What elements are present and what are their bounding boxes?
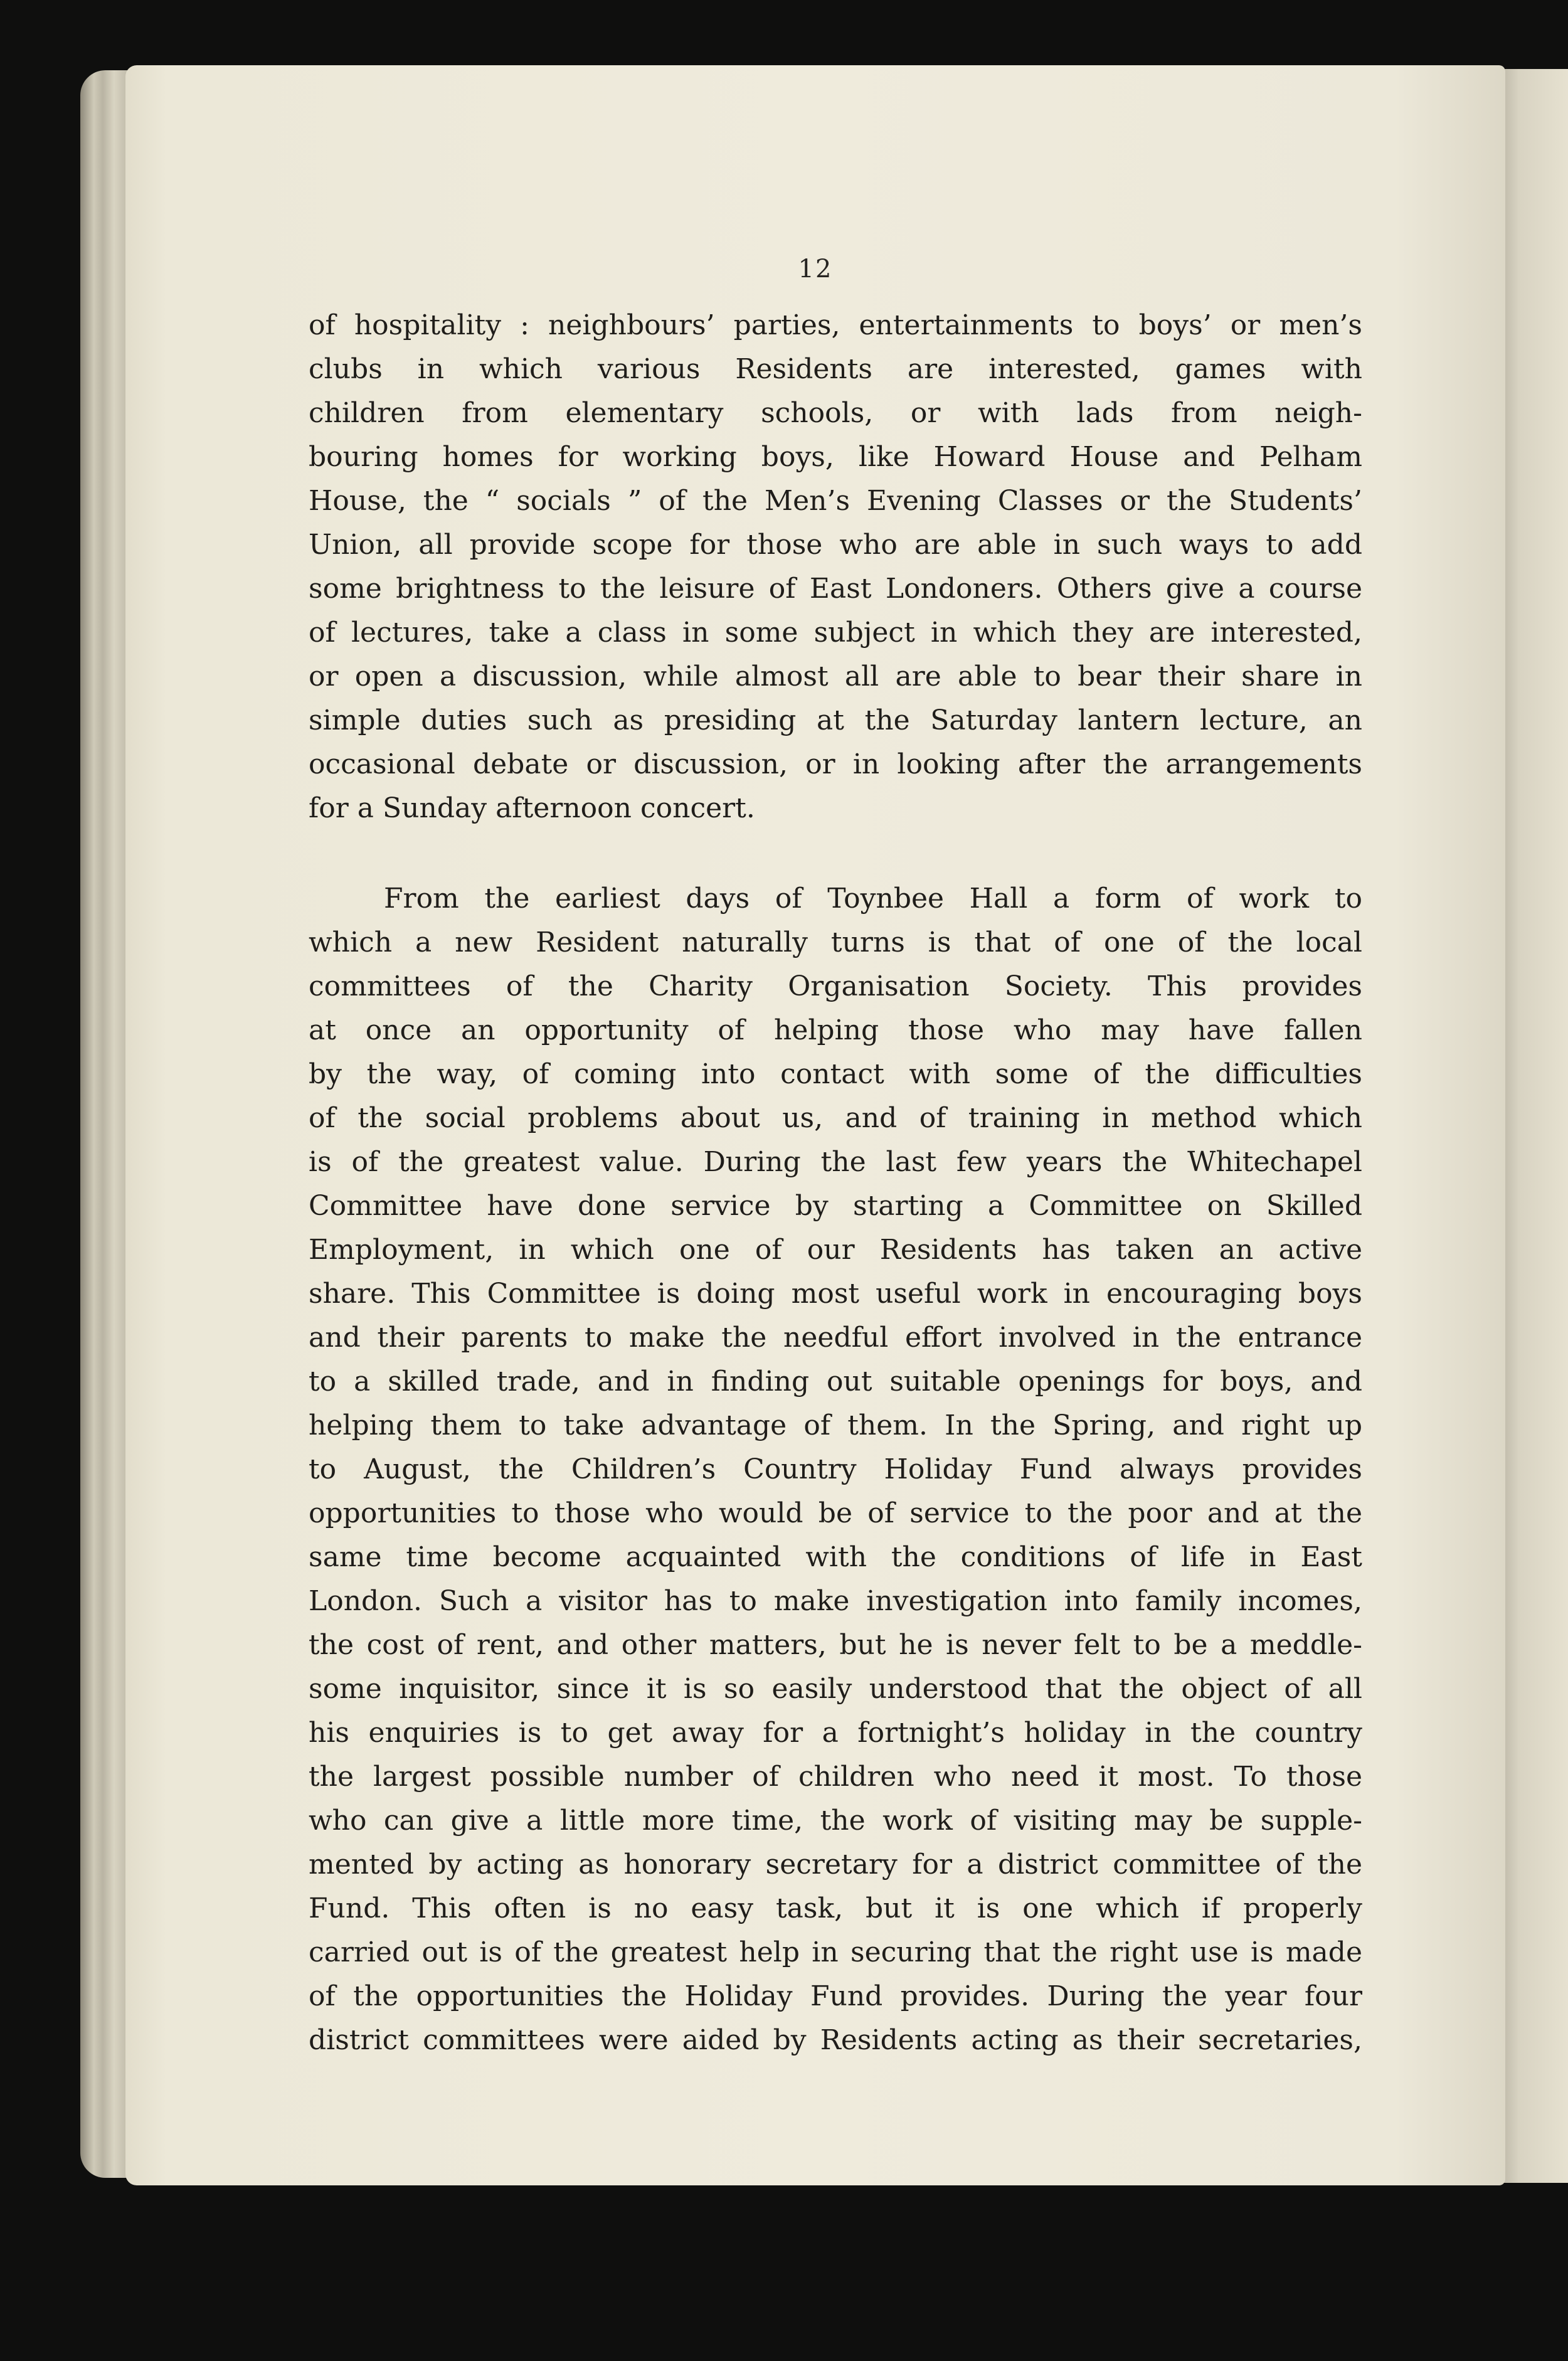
text-line: carried out is of the greatest help in securing that the right use is made <box>309 1936 1362 1968</box>
text-line: his enquiries is to get away for a fortnight’s holiday in the country <box>309 1717 1362 1749</box>
text-line: Fund. This often is no easy task, but it is one which if properly <box>309 1892 1362 1924</box>
text-line: committees of the Charity Organisation Society. This provides <box>309 970 1362 1002</box>
text-line: share. This Committee is doing most useful work in encouraging boys <box>309 1278 1362 1310</box>
text-line: occasional debate or discussion, or in looking after the arrangements <box>309 748 1362 780</box>
paragraph-1 <box>309 304 1362 830</box>
text-line: and their parents to make the needful effort involved in the entrance <box>309 1322 1362 1354</box>
text-line: Committee have done service by starting a Committee on Skilled <box>309 1190 1362 1222</box>
text-line: is of the greatest value. During the last few years the Whitechapel <box>309 1146 1362 1178</box>
text-line: helping them to take advantage of them. In the Spring, and right up <box>309 1409 1362 1441</box>
text-line: same time become acquainted with the conditions of life in East <box>309 1541 1362 1573</box>
text-line: at once an opportunity of helping those who may have fallen <box>309 1014 1362 1046</box>
text-line: of hospitality : neighbours’ parties, entertainments to boys’ or men’s <box>309 309 1362 341</box>
facing-page-edge <box>1498 69 1568 2183</box>
text-line: to a skilled trade, and in finding out suitable openings for boys, and <box>309 1366 1362 1398</box>
text-line: of the social problems about us, and of training in method which <box>309 1102 1362 1134</box>
text-line: who can give a little more time, the work of visiting may be supple- <box>309 1805 1362 1837</box>
text-line: which a new Resident naturally turns is that of one of the local <box>309 926 1362 958</box>
text-line: clubs in which various Residents are interested, games with <box>309 353 1362 385</box>
text-line: mented by acting as honorary secretary for a district committee of the <box>309 1849 1362 1881</box>
page-number: 12 <box>798 255 833 284</box>
text-line: House, the “ socials ” of the Men’s Evening Classes or the Students’ <box>309 485 1362 517</box>
text-line: of the opportunities the Holiday Fund provides. During the year four <box>309 1980 1362 2012</box>
paragraph-2 <box>309 877 1362 2062</box>
text-line: the cost of rent, and other matters, but he is never felt to be a meddle- <box>309 1629 1362 1661</box>
text-line: by the way, of coming into contact with some of the difficulties <box>309 1058 1362 1090</box>
text-line: From the earliest days of Toynbee Hall a form of work to <box>384 883 1362 915</box>
text-line: of lectures, take a class in some subject in which they are interested, <box>309 617 1362 649</box>
text-line: some inquisitor, since it is so easily understood that the object of all <box>309 1673 1362 1705</box>
text-line: to August, the Children’s Country Holiday Fund always provides <box>309 1453 1362 1485</box>
text-line: Employment, in which one of our Residents has taken an active <box>309 1234 1362 1266</box>
text-line: some brightness to the leisure of East Londoners. Others give a course <box>309 573 1362 605</box>
text-line: Union, all provide scope for those who are able in such ways to add <box>309 529 1362 561</box>
text-line: London. Such a visitor has to make investigation into family incomes, <box>309 1585 1362 1617</box>
text-line: children from elementary schools, or with lads from neigh- <box>309 397 1362 429</box>
text-line: for a Sunday afternoon concert. <box>309 792 755 824</box>
text-line: bouring homes for working boys, like Howard House and Pelham <box>309 441 1362 473</box>
text-line: opportunities to those who would be of service to the poor and at the <box>309 1497 1362 1529</box>
text-line: district committees were aided by Residents acting as their secretaries, <box>309 2024 1362 2056</box>
text-line: or open a discussion, while almost all are able to bear their share in <box>309 661 1362 692</box>
text-line: the largest possible number of children who need it most. To those <box>309 1761 1362 1793</box>
text-line: simple duties such as presiding at the Saturday lantern lecture, an <box>309 704 1362 736</box>
